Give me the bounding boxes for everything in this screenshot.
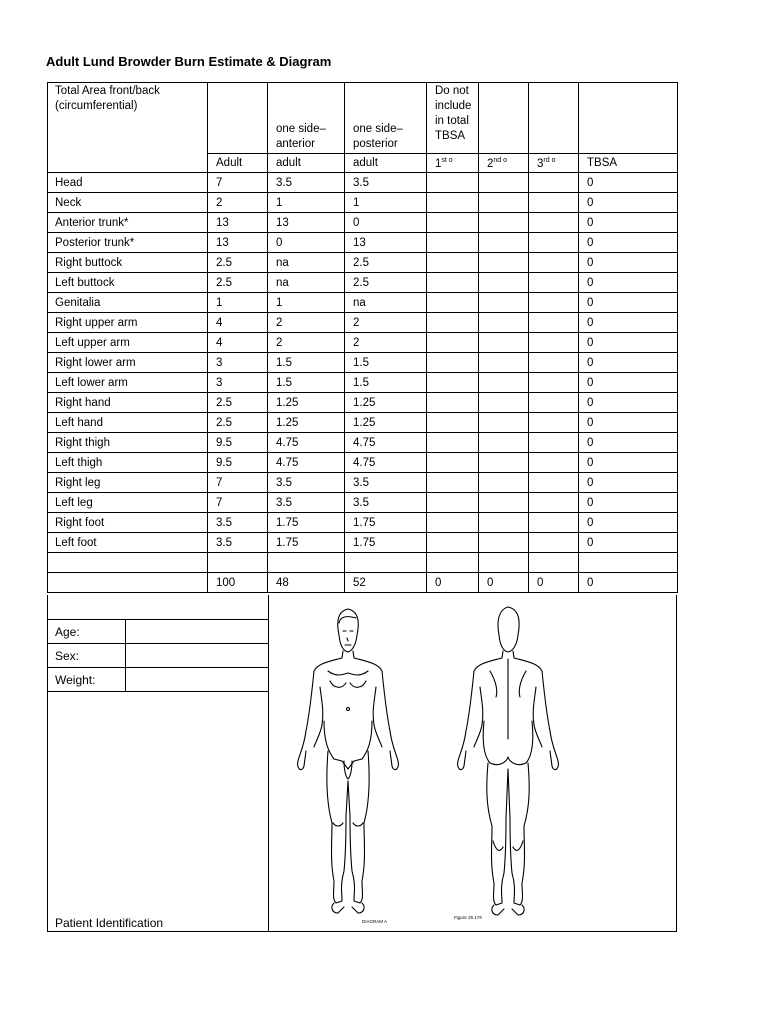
tbsa-cell: 0	[579, 173, 678, 193]
total-tbsa-cell: 0	[579, 573, 678, 593]
adult-percent-cell: 7	[208, 493, 268, 513]
posterior-percent-cell: 0	[345, 213, 427, 233]
adult-percent-cell: 2.5	[208, 413, 268, 433]
adult-percent-cell: 1	[208, 293, 268, 313]
posterior-percent-cell: 13	[345, 233, 427, 253]
total-area-header: Total Area front/back (circumferential)	[48, 83, 208, 173]
third-degree-cell[interactable]	[529, 173, 579, 193]
tbsa-cell: 0	[579, 513, 678, 533]
one-side-anterior-header: one side– anterior	[268, 83, 345, 154]
anterior-percent-cell: 1.5	[268, 353, 345, 373]
second-degree-superscript: nd o	[493, 156, 508, 164]
adult-percent-cell: 9.5	[208, 433, 268, 453]
blank-cell[interactable]	[479, 553, 529, 573]
figure-caption: Figure 35.175	[454, 915, 482, 920]
second-degree-cell[interactable]	[479, 233, 529, 253]
second-degree-cell[interactable]	[479, 173, 529, 193]
first-degree-cell[interactable]	[427, 373, 479, 393]
posterior-percent-cell: 1.5	[345, 373, 427, 393]
tbsa-cell: 0	[579, 373, 678, 393]
third-degree-cell[interactable]	[529, 453, 579, 473]
second-degree-cell[interactable]	[479, 453, 529, 473]
blank-cell[interactable]	[529, 553, 579, 573]
body-area-label: Anterior trunk*	[48, 213, 208, 233]
one-side-posterior-header: one side– posterior	[345, 83, 427, 154]
posterior-percent-cell: 1.25	[345, 393, 427, 413]
second-degree-cell[interactable]	[479, 213, 529, 233]
table-row	[48, 433, 678, 453]
third-degree-header	[529, 154, 579, 173]
body-area-label: Left foot	[48, 533, 208, 553]
second-degree-cell[interactable]	[479, 253, 529, 273]
third-degree-cell[interactable]	[529, 533, 579, 553]
blank-cell[interactable]	[427, 553, 479, 573]
anterior-percent-cell: na	[268, 253, 345, 273]
posterior-percent-cell: 2	[345, 313, 427, 333]
body-area-label: Right upper arm	[48, 313, 208, 333]
total-posterior-cell: 52	[345, 573, 427, 593]
adult-anterior-header: adult	[268, 154, 345, 173]
adult-percent-cell: 3.5	[208, 513, 268, 533]
first-degree-cell[interactable]	[427, 233, 479, 253]
adult-percent-cell: 2.5	[208, 393, 268, 413]
first-degree-cell[interactable]	[427, 293, 479, 313]
body-area-label: Right buttock	[48, 253, 208, 273]
weight-label: Weight:	[48, 668, 126, 692]
patient-identification-label: Patient Identification	[55, 916, 164, 930]
body-area-label: Right lower arm	[48, 353, 208, 373]
table-row	[48, 173, 678, 193]
second-degree-cell[interactable]	[479, 433, 529, 453]
third-degree-cell[interactable]	[529, 293, 579, 313]
table-row	[48, 493, 678, 513]
body-area-label: Left leg	[48, 493, 208, 513]
posterior-percent-cell: 1.75	[345, 513, 427, 533]
adult-percent-cell: 2.5	[208, 273, 268, 293]
tbsa-cell: 0	[579, 253, 678, 273]
posterior-percent-cell: na	[345, 293, 427, 313]
table-row	[48, 293, 678, 313]
body-area-label: Left hand	[48, 413, 208, 433]
tbsa-cell: 0	[579, 293, 678, 313]
tbsa-cell: 0	[579, 333, 678, 353]
table-row	[48, 353, 678, 373]
body-diagram	[276, 601, 672, 926]
sex-label: Sex:	[48, 644, 126, 668]
third-degree-cell[interactable]	[529, 433, 579, 453]
table-row	[48, 413, 678, 433]
second-degree-cell[interactable]	[479, 333, 529, 353]
second-degree-cell[interactable]	[479, 193, 529, 213]
second-degree-cell[interactable]	[479, 293, 529, 313]
third-degree-superscript: rd o	[543, 156, 556, 164]
patient-and-diagram-section	[47, 595, 677, 932]
posterior-percent-cell: 1.5	[345, 353, 427, 373]
first-degree-cell[interactable]	[427, 393, 479, 413]
first-degree-cell[interactable]	[427, 433, 479, 453]
first-degree-cell[interactable]	[427, 413, 479, 433]
third-degree-cell[interactable]	[529, 513, 579, 533]
anterior-percent-cell: na	[268, 273, 345, 293]
third-degree-cell[interactable]	[529, 353, 579, 373]
tbsa-cell: 0	[579, 353, 678, 373]
adult-percent-cell: 3	[208, 373, 268, 393]
first-degree-cell[interactable]	[427, 493, 479, 513]
adult-percent-cell: 9.5	[208, 453, 268, 473]
page-title: Adult Lund Browder Burn Estimate & Diagram	[46, 54, 332, 69]
tbsa-cell: 0	[579, 313, 678, 333]
diagram-a-caption: DIAGRAM A	[362, 919, 388, 924]
posterior-percent-cell: 3.5	[345, 493, 427, 513]
third-degree-cell[interactable]	[529, 313, 579, 333]
table-row	[48, 333, 678, 353]
first-degree-cell[interactable]	[427, 173, 479, 193]
anterior-percent-cell: 2	[268, 333, 345, 353]
weight-field[interactable]	[126, 668, 269, 692]
second-degree-cell[interactable]	[479, 393, 529, 413]
first-degree-cell[interactable]	[427, 193, 479, 213]
tbsa-cell: 0	[579, 393, 678, 413]
blank-header-cell	[579, 83, 678, 154]
tbsa-cell: 0	[579, 493, 678, 513]
body-area-label: Right leg	[48, 473, 208, 493]
body-area-label: Genitalia	[48, 293, 208, 313]
third-degree-number: 3	[537, 157, 544, 170]
second-degree-cell[interactable]	[479, 353, 529, 373]
blank-cell	[345, 553, 427, 573]
tbsa-cell: 0	[579, 453, 678, 473]
third-degree-cell[interactable]	[529, 193, 579, 213]
third-degree-cell[interactable]	[529, 493, 579, 513]
third-degree-cell[interactable]	[529, 413, 579, 433]
second-degree-cell[interactable]	[479, 493, 529, 513]
posterior-percent-cell: 2	[345, 333, 427, 353]
total-first-degree-cell: 0	[427, 573, 479, 593]
tbsa-header: TBSA	[579, 154, 678, 173]
blank-header-cell	[208, 83, 268, 154]
tbsa-cell: 0	[579, 413, 678, 433]
posterior-percent-cell: 1.75	[345, 533, 427, 553]
table-row	[48, 533, 678, 553]
total-anterior-cell: 48	[268, 573, 345, 593]
first-degree-cell[interactable]	[427, 473, 479, 493]
third-degree-cell[interactable]	[529, 253, 579, 273]
blank-cell	[268, 553, 345, 573]
posterior-percent-cell: 2.5	[345, 253, 427, 273]
table-row	[48, 313, 678, 333]
third-degree-cell[interactable]	[529, 473, 579, 493]
third-degree-cell[interactable]	[529, 233, 579, 253]
anterior-percent-cell: 3.5	[268, 173, 345, 193]
third-degree-cell[interactable]	[529, 333, 579, 353]
total-second-degree-cell: 0	[479, 573, 529, 593]
table-row	[48, 453, 678, 473]
anterior-percent-cell: 1	[268, 193, 345, 213]
total-third-degree-cell: 0	[529, 573, 579, 593]
anterior-percent-cell: 1.75	[268, 533, 345, 553]
burn-estimate-table	[47, 82, 678, 593]
table-row	[48, 473, 678, 493]
adult-percent-cell: 7	[208, 173, 268, 193]
posterior-percent-cell: 4.75	[345, 453, 427, 473]
first-degree-superscript: st o	[441, 156, 453, 164]
anterior-percent-cell: 2	[268, 313, 345, 333]
table-row	[48, 373, 678, 393]
second-degree-cell[interactable]	[479, 273, 529, 293]
blank-cell	[579, 553, 678, 573]
blank-cell	[48, 553, 208, 573]
anterior-percent-cell: 0	[268, 233, 345, 253]
posterior-percent-cell: 3.5	[345, 173, 427, 193]
total-adult-cell: 100	[208, 573, 268, 593]
tbsa-cell: 0	[579, 273, 678, 293]
anterior-percent-cell: 1.75	[268, 513, 345, 533]
third-degree-cell[interactable]	[529, 213, 579, 233]
age-field[interactable]	[126, 620, 269, 644]
tbsa-cell: 0	[579, 213, 678, 233]
anterior-percent-cell: 3.5	[268, 473, 345, 493]
weight-row	[48, 668, 269, 692]
tbsa-cell: 0	[579, 233, 678, 253]
table-row	[48, 393, 678, 413]
body-area-label: Right thigh	[48, 433, 208, 453]
tbsa-cell: 0	[579, 433, 678, 453]
table-row	[48, 213, 678, 233]
first-degree-cell[interactable]	[427, 533, 479, 553]
age-row	[48, 620, 269, 644]
body-area-label: Left thigh	[48, 453, 208, 473]
body-area-label: Left buttock	[48, 273, 208, 293]
body-area-label: Left upper arm	[48, 333, 208, 353]
first-degree-header	[427, 154, 479, 173]
posterior-percent-cell: 1.25	[345, 413, 427, 433]
first-degree-number: 1	[435, 157, 442, 170]
third-degree-cell[interactable]	[529, 373, 579, 393]
table-row	[48, 253, 678, 273]
sex-row	[48, 644, 269, 668]
anterior-percent-cell: 1	[268, 293, 345, 313]
second-degree-cell[interactable]	[479, 533, 529, 553]
posterior-body-figure	[458, 607, 559, 915]
blank-header-cell	[479, 83, 529, 154]
anterior-percent-cell: 4.75	[268, 453, 345, 473]
posterior-percent-cell: 1	[345, 193, 427, 213]
totals-row	[48, 573, 678, 593]
first-degree-cell[interactable]	[427, 273, 479, 293]
second-degree-number: 2	[487, 157, 494, 170]
tbsa-cell: 0	[579, 533, 678, 553]
anterior-percent-cell: 1.5	[268, 373, 345, 393]
second-degree-cell[interactable]	[479, 413, 529, 433]
body-area-label: Neck	[48, 193, 208, 213]
adult-percent-cell: 4	[208, 313, 268, 333]
blank-row	[48, 553, 678, 573]
posterior-percent-cell: 4.75	[345, 433, 427, 453]
second-degree-cell[interactable]	[479, 313, 529, 333]
first-degree-cell[interactable]	[427, 213, 479, 233]
sex-field[interactable]	[126, 644, 269, 668]
adult-percent-cell: 13	[208, 233, 268, 253]
tbsa-cell: 0	[579, 473, 678, 493]
header-row-1	[48, 83, 678, 154]
anterior-percent-cell: 3.5	[268, 493, 345, 513]
adult-percent-cell: 7	[208, 473, 268, 493]
adult-percent-cell: 3	[208, 353, 268, 373]
body-area-label: Right hand	[48, 393, 208, 413]
table-row	[48, 513, 678, 533]
body-area-label: Right foot	[48, 513, 208, 533]
third-degree-cell[interactable]	[529, 273, 579, 293]
adult-percent-cell: 4	[208, 333, 268, 353]
first-degree-cell[interactable]	[427, 513, 479, 533]
adult-percent-cell: 2.5	[208, 253, 268, 273]
table-row	[48, 193, 678, 213]
anterior-percent-cell: 4.75	[268, 433, 345, 453]
adult-header: Adult	[208, 154, 268, 173]
anterior-body-figure	[298, 609, 399, 913]
do-not-include-header: Do not include in total TBSA	[427, 83, 479, 154]
posterior-percent-cell: 3.5	[345, 473, 427, 493]
body-area-label: Left lower arm	[48, 373, 208, 393]
tbsa-cell: 0	[579, 193, 678, 213]
second-degree-header	[479, 154, 529, 173]
first-degree-cell[interactable]	[427, 333, 479, 353]
adult-percent-cell: 13	[208, 213, 268, 233]
table-row	[48, 273, 678, 293]
table-row	[48, 233, 678, 253]
anterior-percent-cell: 1.25	[268, 393, 345, 413]
third-degree-cell[interactable]	[529, 393, 579, 413]
second-degree-cell[interactable]	[479, 513, 529, 533]
age-label: Age:	[48, 620, 126, 644]
adult-posterior-header: adult	[345, 154, 427, 173]
totals-label-cell	[48, 573, 208, 593]
blank-cell	[208, 553, 268, 573]
first-degree-cell[interactable]	[427, 353, 479, 373]
patient-info-table	[48, 619, 269, 692]
second-degree-cell[interactable]	[479, 473, 529, 493]
body-area-label: Posterior trunk*	[48, 233, 208, 253]
first-degree-cell[interactable]	[427, 313, 479, 333]
anterior-percent-cell: 13	[268, 213, 345, 233]
body-area-label: Head	[48, 173, 208, 193]
anterior-percent-cell: 1.25	[268, 413, 345, 433]
blank-header-cell	[529, 83, 579, 154]
second-degree-cell[interactable]	[479, 373, 529, 393]
first-degree-cell[interactable]	[427, 253, 479, 273]
first-degree-cell[interactable]	[427, 453, 479, 473]
adult-percent-cell: 3.5	[208, 533, 268, 553]
adult-percent-cell: 2	[208, 193, 268, 213]
posterior-percent-cell: 2.5	[345, 273, 427, 293]
